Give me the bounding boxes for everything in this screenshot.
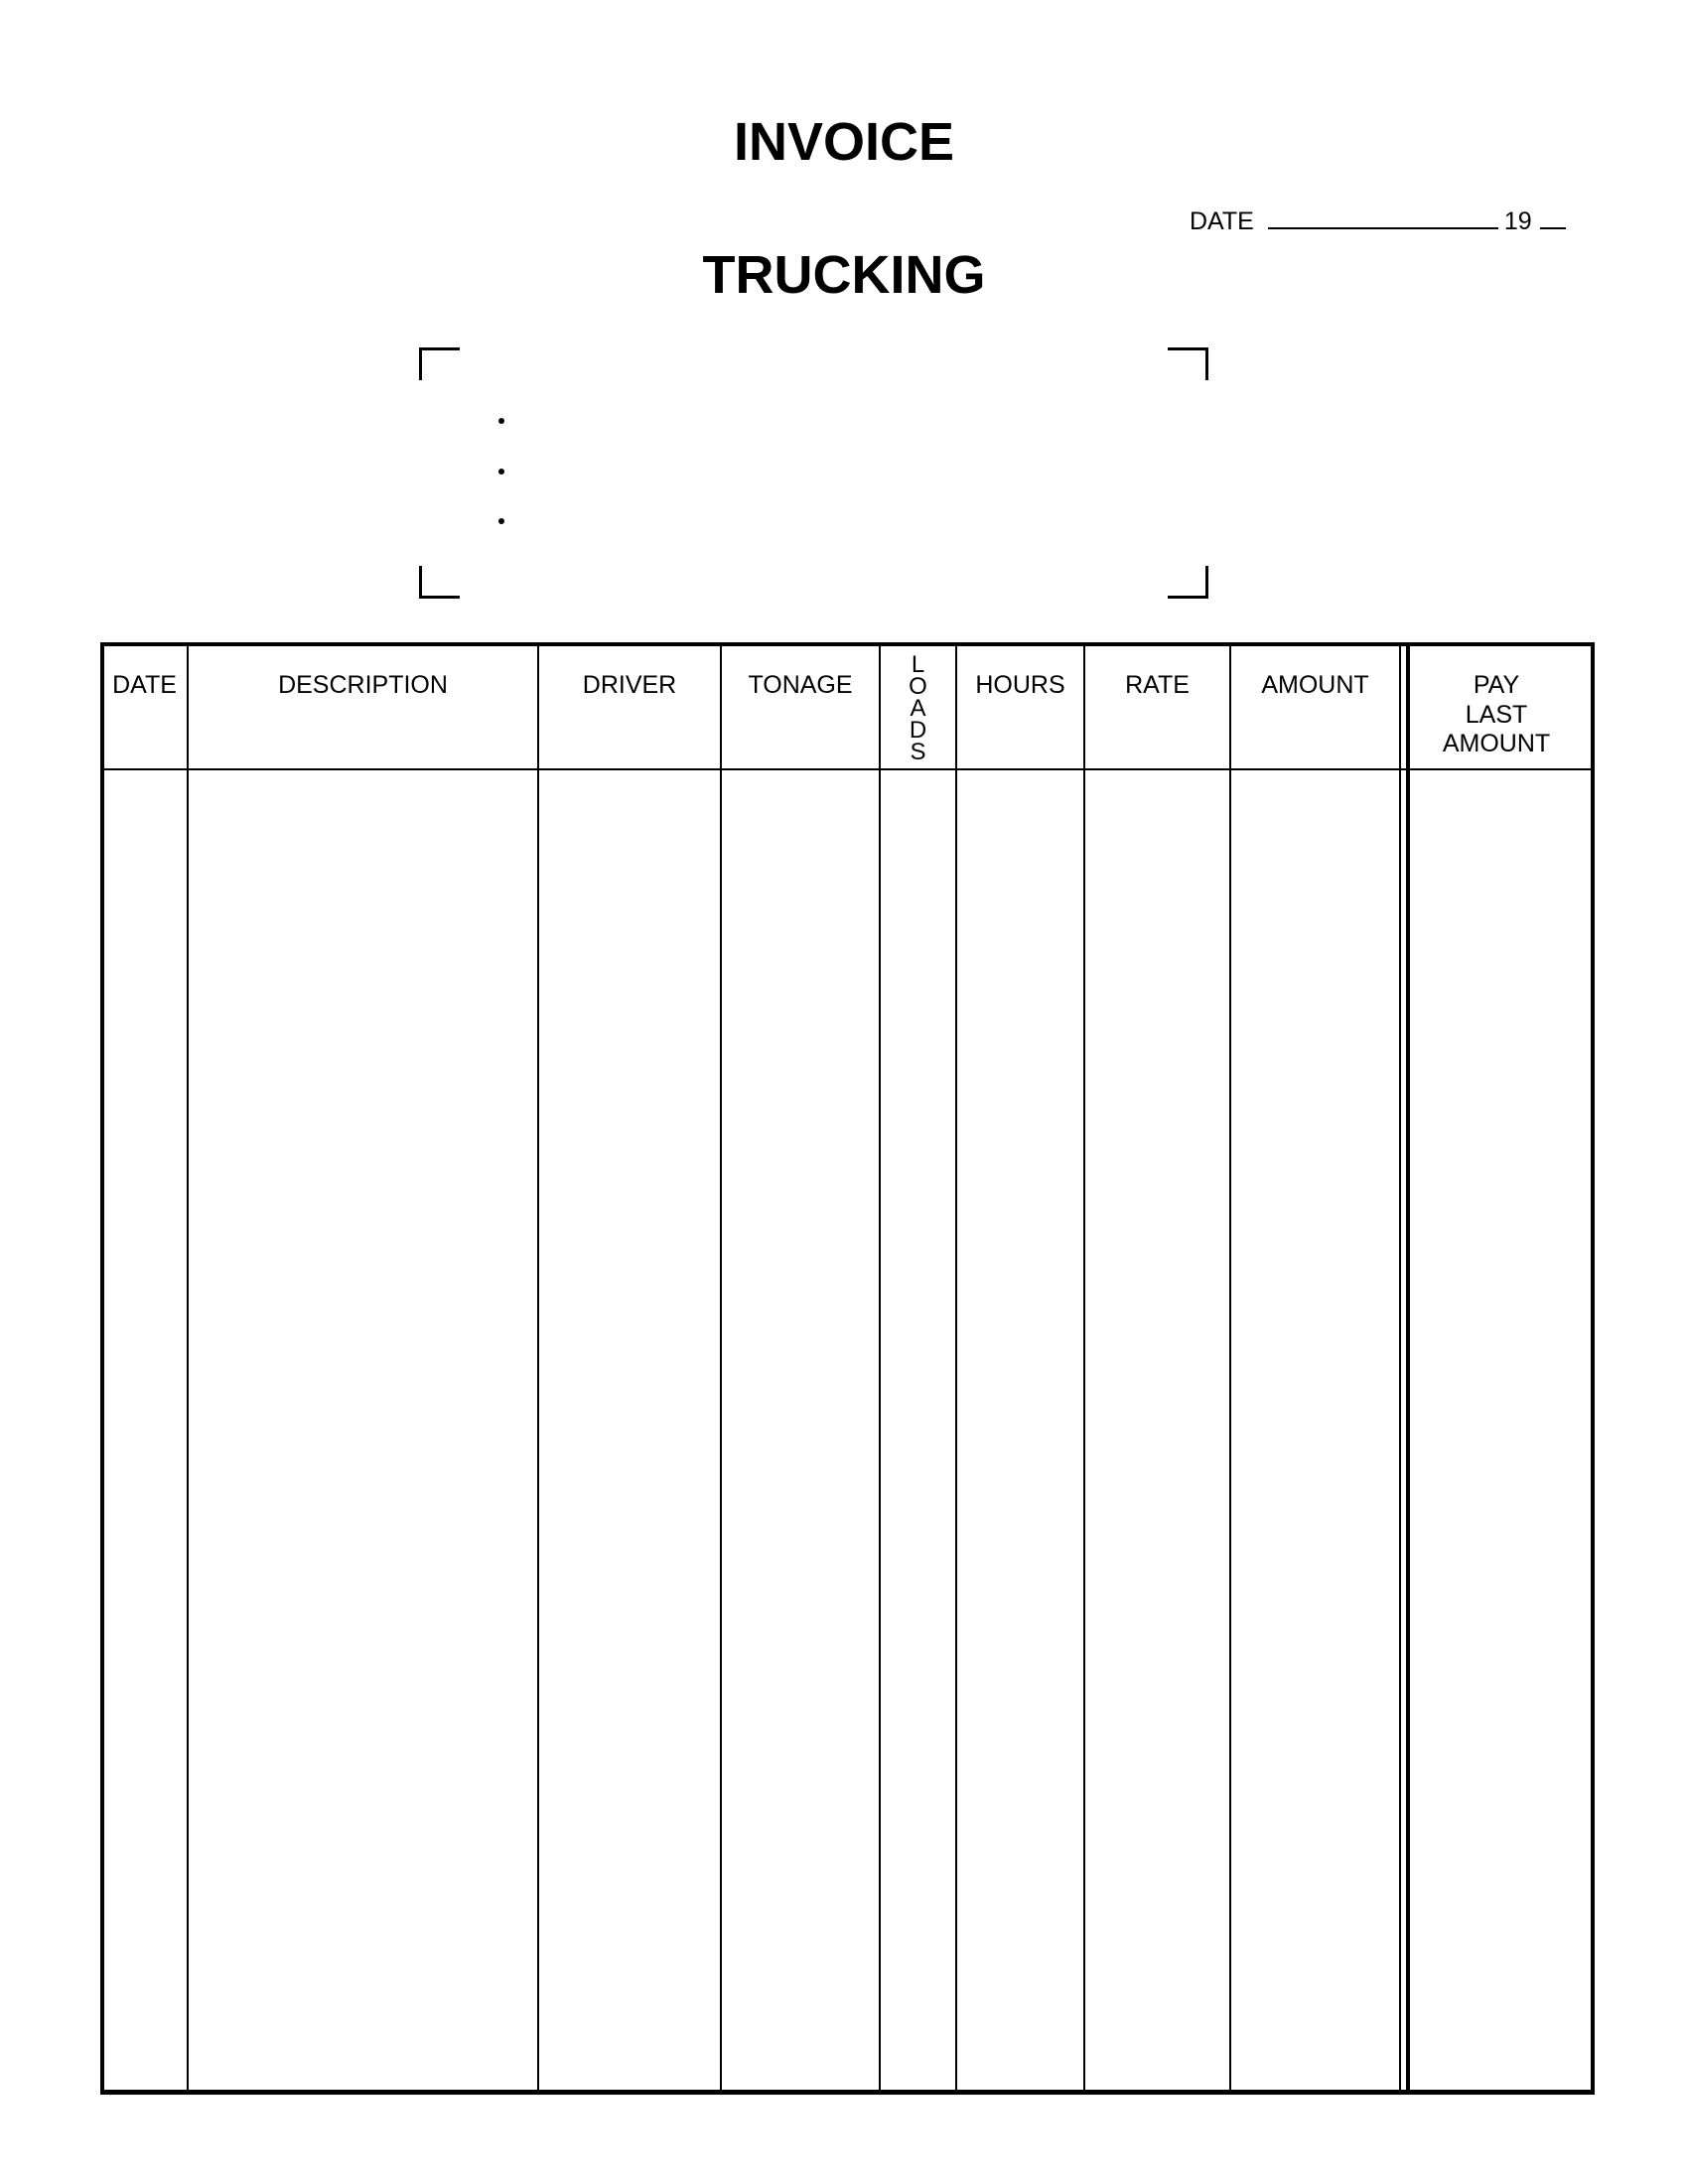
column-header-description: DESCRIPTION <box>188 643 538 769</box>
trucking-title: TRUCKING <box>702 245 986 305</box>
column-header-loads <box>880 643 956 769</box>
date-cell[interactable] <box>101 769 188 2091</box>
loads-letter: O <box>909 673 927 701</box>
pay-last-amount-cell[interactable] <box>1400 769 1593 2091</box>
address-line-marker <box>498 418 504 424</box>
corner-mark-bottom-left <box>419 566 460 599</box>
corner-mark-top-left <box>419 347 460 380</box>
pay-last-amount-line: PAY <box>1473 671 1520 699</box>
loads-letter: L <box>911 651 925 678</box>
loads-letter: S <box>910 739 926 766</box>
column-header-hours: HOURS <box>956 643 1084 769</box>
description-cell[interactable] <box>188 769 538 2091</box>
loads-letter: D <box>909 717 927 745</box>
hours-cell[interactable] <box>956 769 1084 2091</box>
date-blank-line[interactable] <box>1268 207 1498 229</box>
table-row <box>101 769 1593 2091</box>
column-header-date: DATE <box>101 643 188 769</box>
invoice-date-field[interactable] <box>1190 207 1566 234</box>
date-year-prefix: 19 <box>1503 207 1532 235</box>
year-blank-line[interactable] <box>1540 207 1566 229</box>
corner-mark-bottom-right <box>1168 566 1208 599</box>
address-line-marker <box>498 469 504 475</box>
rate-cell[interactable] <box>1084 769 1230 2091</box>
column-header-tonage: TONAGE <box>721 643 880 769</box>
column-header-pay-last-amount <box>1400 643 1593 769</box>
invoice-line-items-table <box>100 642 1594 2092</box>
date-label: DATE <box>1190 207 1254 235</box>
driver-cell[interactable] <box>538 769 721 2091</box>
loads-letter: A <box>910 695 926 723</box>
tonage-cell[interactable] <box>721 769 880 2091</box>
column-header-amount: AMOUNT <box>1230 643 1400 769</box>
loads-cell[interactable] <box>880 769 956 2091</box>
column-header-driver: DRIVER <box>538 643 721 769</box>
amount-cell[interactable] <box>1230 769 1400 2091</box>
pay-last-amount-line: AMOUNT <box>1442 730 1551 757</box>
corner-mark-top-right <box>1168 347 1208 380</box>
invoice-title: INVOICE <box>733 112 955 172</box>
address-line-marker <box>498 518 504 524</box>
pay-last-amount-line: LAST <box>1465 700 1528 729</box>
table-header-row <box>101 643 1593 769</box>
column-header-rate: RATE <box>1084 643 1230 769</box>
